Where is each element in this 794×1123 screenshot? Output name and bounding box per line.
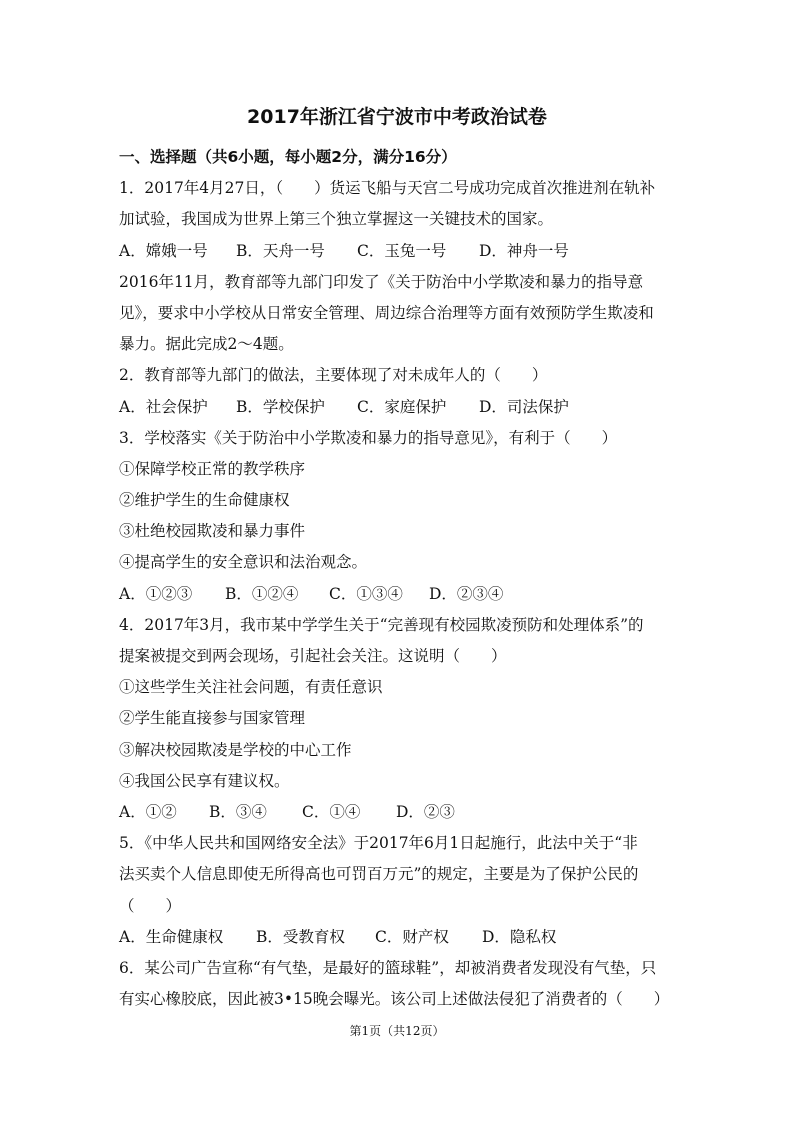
option-d[interactable]: D．隐私权: [482, 927, 557, 946]
option-a[interactable]: A．生命健康权: [119, 927, 224, 946]
question-4-text-cont: 提案被提交到两会现场，引起社会关注。这说明（ ）: [119, 647, 507, 665]
statement-item: ②学生能直接参与国家管理: [119, 709, 306, 728]
option-b[interactable]: B．学校保护: [236, 397, 325, 416]
page-title: 2017年浙江省宁波市中考政治试卷: [247, 106, 547, 128]
question-2-options: [119, 392, 679, 423]
statement-item: ④提高学生的安全意识和法治观念。: [119, 553, 368, 572]
option-c[interactable]: C．①④: [302, 802, 361, 821]
question-5-text: 5．《中华人民共和国网络安全法》于2017年6月1日起施行，此法中关于“非: [119, 834, 638, 853]
option-d[interactable]: D．神舟一号: [479, 241, 569, 260]
question-6-text-cont: 有实心橡胶底，因此被3•15晚会曝光。该公司上述做法侵犯了消费者的（ ）: [119, 990, 670, 1009]
option-c[interactable]: C．①③④: [329, 584, 403, 603]
option-c[interactable]: C．家庭保护: [357, 397, 447, 416]
option-b[interactable]: B．受教育权: [256, 927, 345, 946]
option-b[interactable]: B．天舟一号: [236, 241, 325, 260]
statement-item: ①保障学校正常的教学秩序: [119, 459, 306, 478]
exam-content: [119, 142, 679, 1015]
option-a[interactable]: A．①②: [119, 802, 177, 821]
option-d[interactable]: D．②③: [396, 802, 455, 821]
question-5-options: [119, 922, 679, 953]
passage-text: 2016年11月，教育部等九部门印发了《关于防治中小学欺凌和暴力的指导意: [119, 272, 644, 291]
statement-item: ②维护学生的生命健康权: [119, 491, 290, 510]
page-footer: 第1页（共12页）: [349, 1024, 445, 1038]
option-b[interactable]: B．①②④: [225, 584, 299, 603]
question-3-options: [119, 579, 679, 610]
section-heading: 一、选择题（共6小题，每小题2分，满分16分）: [119, 148, 457, 166]
question-2-text: 2．教育部等九部门的做法，主要体现了对未成年人的（ ）: [119, 366, 548, 385]
question-4-options: [119, 797, 679, 828]
option-a[interactable]: A．嫦娥一号: [119, 241, 208, 260]
statement-item: ①这些学生关注社会问题，有责任意识: [119, 678, 383, 697]
statement-item: ③解决校园欺凌是学校的中心工作: [119, 740, 352, 759]
question-1-text-cont: 加试验，我国成为世界上第三个独立掌握这一关键技术的国家。: [119, 210, 554, 229]
option-b[interactable]: B．③④: [209, 802, 267, 821]
question-5-text-cont: 法买卖个人信息即使无所得高也可罚百万元”的规定，主要是为了保护公民的: [119, 865, 639, 884]
option-d[interactable]: D．②③④: [429, 584, 504, 603]
option-c[interactable]: C．财产权: [375, 927, 449, 946]
question-6-text: 6．某公司广告宣称“有气垫，是最好的篮球鞋”，却被消费者发现没有气垫，只: [119, 958, 657, 977]
option-a[interactable]: A．①②③: [119, 584, 193, 603]
passage-text-cont: 见》，要求中小学校从日常安全管理、周边综合治理等方面有效预防学生欺凌和: [119, 303, 654, 322]
question-3-text: 3．学校落实《关于防治中小学欺凌和暴力的指导意见》，有利于（ ）: [119, 428, 618, 447]
option-c[interactable]: C．玉兔一号: [357, 241, 447, 260]
statement-item: ③杜绝校园欺凌和暴力事件: [119, 522, 306, 541]
question-4-text: 4．2017年3月，我市某中学学生关于“完善现有校园欺凌预防和处理体系”的: [119, 615, 644, 634]
question-1-text: 1．2017年4月27日，（ ）货运飞船与天宫二号成功完成首次推进剂在轨补: [119, 179, 656, 198]
option-a[interactable]: A．社会保护: [119, 397, 208, 416]
question-1-options: [119, 236, 679, 267]
option-d[interactable]: D．司法保护: [479, 397, 569, 416]
question-5-text-cont: （ ）: [119, 896, 182, 915]
statement-item: ④我国公民享有建议权。: [119, 771, 290, 790]
passage-text-cont: 暴力。据此完成2～4题。: [119, 335, 294, 354]
